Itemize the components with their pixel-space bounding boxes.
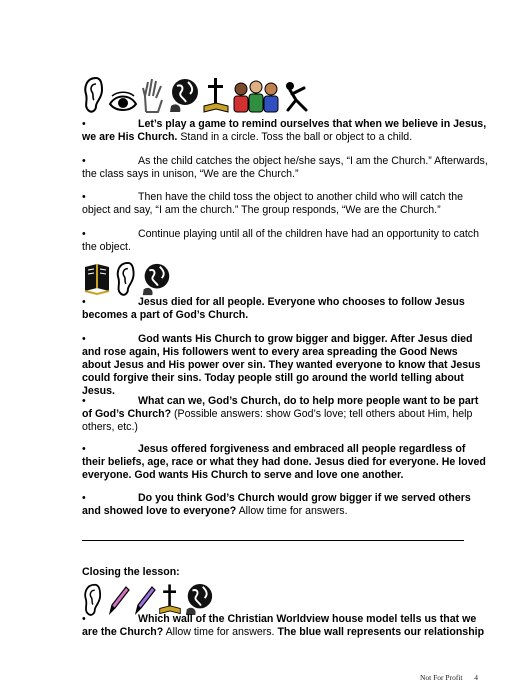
bullet-paragraph: • Jesus offered forgiveness and embraced all people regardless of their beliefs, age, race or what they had done. Jesus died for everyone. He loved everyone. God wants His Church to serve and love one another. — [82, 443, 486, 481]
stretching-person-icon — [282, 80, 310, 114]
ear-icon — [82, 76, 106, 114]
footer-label: Not For Profit — [420, 673, 463, 682]
bullet-paragraph: • Jesus died for all people. Everyone who chooses to follow Jesus becomes a part of God’s Church. — [82, 296, 465, 321]
pencil-icon — [132, 583, 156, 617]
discussion-icon-row — [82, 257, 172, 297]
bullet-paragraph: • Which wall of the Christian Worldview house model tells us that we are the Church? Allow time for answers. The blue wall represents our relationship — [82, 613, 485, 638]
hand-icon — [140, 76, 166, 114]
ear-icon — [114, 261, 138, 297]
cross-bible-icon — [158, 581, 182, 617]
bullet-paragraph: • What can we, God’s Church, do to help more people want to be part of God’s Church? (Possible answers: show God’s love; tell others about Him, help others, etc.) — [82, 395, 479, 433]
eye-icon — [108, 90, 138, 114]
closing-icon-row — [82, 577, 214, 617]
section-divider — [82, 540, 464, 541]
ear-icon — [82, 583, 104, 617]
bullet-paragraph: • Do you think God’s Church would grow bigger if we served others and showed love to everyone? Allow time for answers. — [82, 492, 471, 517]
bullet-paragraph: • God wants His Church to grow bigger and bigger. After Jesus died and rose again, His followers went to every area spreading the Good News about Jesus and His power over sin. They wanted everyone to know that Jesus could forgive their sins. Today people still go around the world telling about Jesus. — [82, 333, 481, 397]
bible-icon — [82, 261, 112, 297]
bullet-paragraph: • Then have the child toss the object to another child who will catch the object and say, “I am the church.” The group responds, “We are the Church.” — [82, 191, 464, 216]
activity-icon-row — [82, 74, 310, 114]
page-footer — [420, 673, 478, 682]
cross-bible-icon — [202, 76, 230, 114]
bullet-paragraph: • As the child catches the object he/she says, “I am the Church.” Afterwards, the class says in unison, “We are the Church.” — [82, 155, 488, 180]
globe-icon — [184, 581, 214, 617]
globe-icon — [140, 261, 172, 297]
page-number: 4 — [474, 673, 479, 682]
pencil-icon — [106, 583, 130, 617]
bullet-paragraph: • Let’s play a game to remind ourselves that when we believe in Jesus, we are His Church. Stand in a circle. Toss the ball or object to a child. — [82, 118, 487, 143]
bullet-paragraph: • Continue playing until all of the children have had an opportunity to catch the object. — [82, 228, 479, 253]
children-icon — [232, 78, 280, 114]
globe-icon — [168, 76, 200, 114]
closing-heading: Closing the lesson: — [82, 566, 180, 578]
